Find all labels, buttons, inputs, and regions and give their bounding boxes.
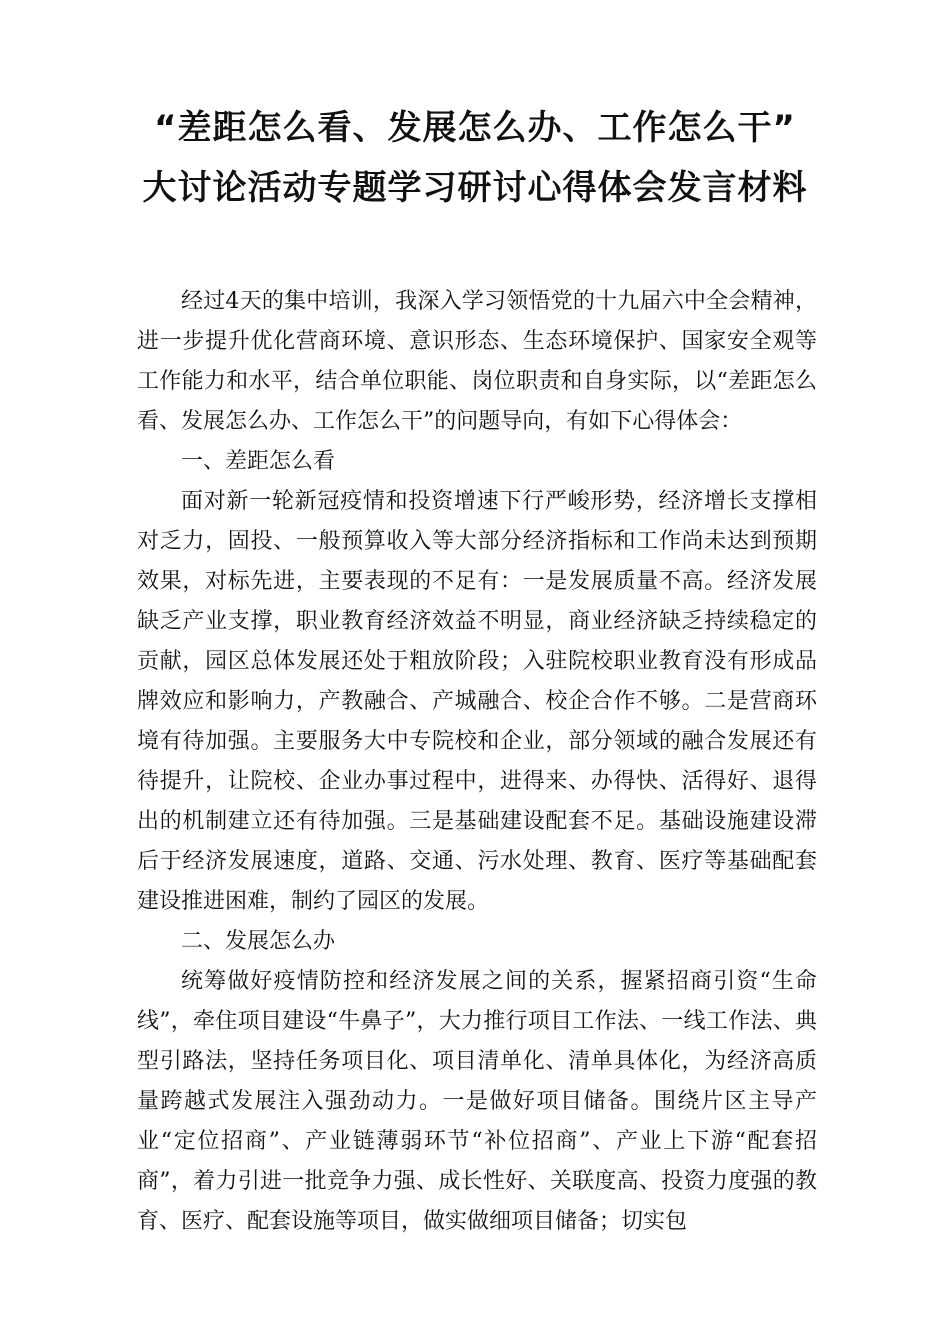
section-heading-development: 二、发展怎么办 — [181, 929, 336, 954]
section-body-development: 统筹做好疫情防控和经济发展之间的关系，握紧招商引资“生命线”，牵住项目建设“牛鼻子”，大力推行项目工作法、一线工作法、典型引路法，坚持任务项目化、项目清单化、清单具体化，为经济高质量跨越式发展注入强劲动力。一是做好项目储备。围绕片区主导产业“定位招商”、产业链薄弱环节“补位招商”、产业上下游“配套招商”，着力引进一批竞争力强、成长性好、关联度高、投资力度强的教育、医疗、配套设施等项目，做实做细项目储备；切实包 — [137, 969, 817, 1234]
intro-paragraph: 经过4天的集中培训，我深入学习领悟党的十九届六中全会精神，进一步提升优化营商环境、意识形态、生态环境保护、国家安全观等工作能力和水平，结合单位职能、岗位职责和自身实际，以“差距怎么看、发展怎么办、工作怎么干”的问题导向，有如下心得体会： — [137, 289, 817, 434]
document-title-line-1: “差距怎么看、发展怎么办、工作怎么干” — [154, 108, 796, 148]
document-title-line-2: 大讨论活动专题学习研讨心得体会发言材料 — [142, 168, 808, 208]
document-body — [137, 282, 817, 1242]
section-heading-gap: 一、差距怎么看 — [181, 449, 336, 474]
section-body-gap: 面对新一轮新冠疫情和投资增速下行严峻形势，经济增长支撑相对乏力，固投、一般预算收入等大部分经济指标和工作尚未达到预期效果，对标先进，主要表现的不足有：一是发展质量不高。经济发展缺乏产业支撑，职业教育经济效益不明显，商业经济缺乏持续稳定的贡献，园区总体发展还处于粗放阶段；入驻院校职业教育没有形成品牌效应和影响力，产教融合、产城融合、校企合作不够。二是营商环境有待加强。主要服务大中专院校和企业，部分领域的融合发展还有待提升，让院校、企业办事过程中，进得来、办得快、活得好、退得出的机制建立还有待加强。三是基础建设配套不足。基础设施建设滞后于经济发展速度，道路、交通、污水处理、教育、医疗等基础配套建设推进困难，制约了园区的发展。 — [137, 489, 817, 914]
